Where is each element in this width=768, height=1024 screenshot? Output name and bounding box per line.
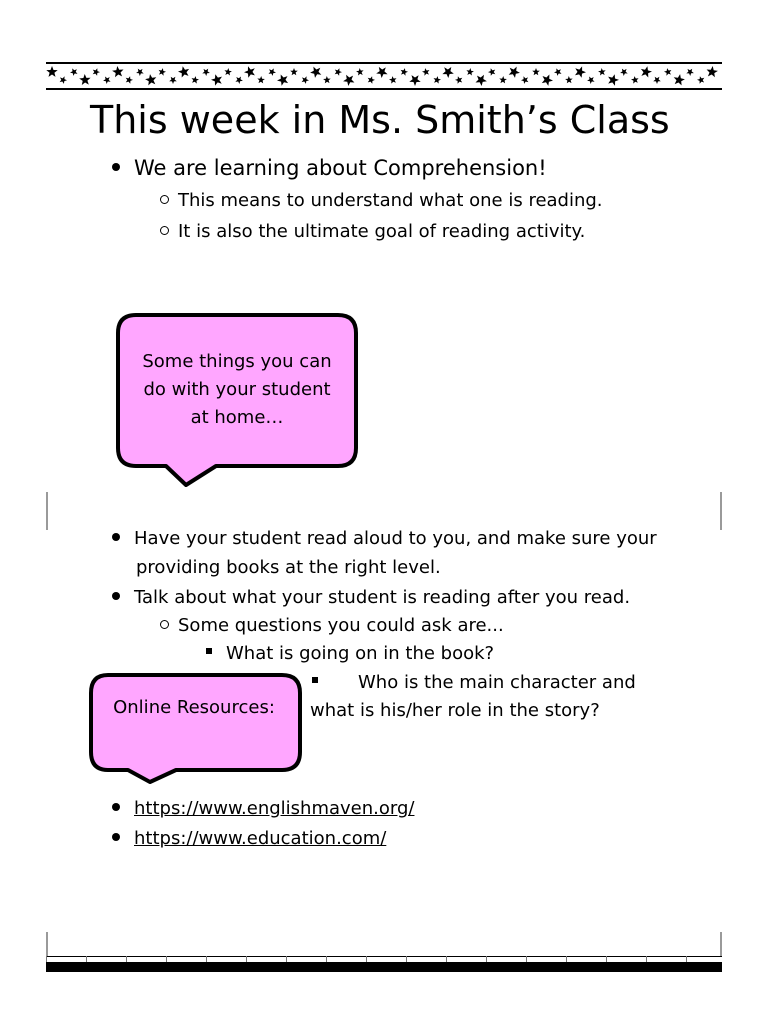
star-icon <box>290 68 298 75</box>
callout-line: at home… <box>190 407 284 428</box>
star-icon <box>192 76 200 84</box>
star-icon <box>269 68 277 76</box>
margin-mark-left <box>46 492 48 530</box>
star-icon <box>302 76 309 84</box>
square-bullet <box>206 648 212 654</box>
star-icon <box>244 66 255 78</box>
star-icon <box>112 66 123 77</box>
star-icon <box>376 67 387 78</box>
square-bullet <box>312 677 318 683</box>
star-icon <box>598 68 606 76</box>
bullet-dot <box>112 833 120 841</box>
tip-bullet-1 <box>112 528 657 549</box>
bullet-dot <box>112 533 120 541</box>
star-icon <box>389 76 397 84</box>
page-title: This week in Ms. Smith’s Class <box>90 98 670 142</box>
speech-bubble-icon <box>88 672 304 784</box>
star-icon <box>169 77 177 84</box>
margin-mark-right <box>720 492 722 530</box>
star-icon <box>409 75 420 86</box>
star-icon <box>521 76 528 84</box>
star-icon <box>422 68 429 76</box>
star-icon <box>509 67 520 78</box>
star-icon <box>499 76 507 83</box>
star-icon <box>455 76 462 84</box>
star-icon <box>126 76 133 84</box>
intro-sub-text: This means to understand what one is reading. <box>178 190 603 211</box>
star-icon <box>159 68 166 76</box>
callout-home <box>114 312 360 492</box>
star-icon <box>368 76 375 84</box>
star-icon <box>641 66 652 77</box>
star-icon <box>664 68 671 76</box>
star-icon <box>235 77 243 85</box>
star-icon <box>70 68 78 76</box>
star-icon <box>277 75 288 86</box>
intro-sub-text: It is also the ultimate goal of reading activity. <box>178 221 586 242</box>
resource-link-englishmaven[interactable]: https://www.englishmaven.org/ <box>134 798 415 819</box>
star-border-top <box>46 62 722 90</box>
star-icon <box>323 76 331 83</box>
star-icon <box>178 66 189 77</box>
star-icon <box>554 68 562 76</box>
question-text: Who is the main character and <box>358 672 636 693</box>
intro-bullet <box>112 156 547 180</box>
intro-sub-2 <box>160 221 585 242</box>
bullet-dot <box>112 163 120 171</box>
star-icon <box>442 67 453 78</box>
star-icon <box>202 69 210 76</box>
circle-bullet <box>160 226 169 235</box>
star-icon <box>257 76 265 83</box>
star-icon <box>79 74 90 85</box>
callout-online <box>88 672 304 784</box>
resource-item-1 <box>112 798 414 819</box>
tip-sub-text: Some questions you could ask are... <box>178 615 504 636</box>
bottom-border-line <box>46 956 722 957</box>
star-icon <box>46 66 57 77</box>
callout-home-text <box>122 348 352 432</box>
question-2 <box>312 672 636 693</box>
resource-link-education[interactable]: https://www.education.com/ <box>134 828 387 849</box>
star-icon <box>532 68 540 75</box>
question-2-cont: what is his/her role in the story? <box>310 700 600 721</box>
star-icon <box>93 68 100 76</box>
circle-bullet <box>160 620 169 629</box>
question-text: What is going on in the book? <box>226 643 495 664</box>
star-icon <box>476 75 487 86</box>
star-icon <box>434 76 442 84</box>
tip-text: Talk about what your student is reading after you read. <box>134 587 631 608</box>
tip-bullet-1-cont: providing books at the right level. <box>136 557 441 578</box>
question-1 <box>206 643 494 664</box>
tip-bullet-2 <box>112 587 630 608</box>
bottom-border-bar <box>46 962 722 972</box>
star-icon <box>686 69 694 76</box>
callout-line: do with your student <box>143 379 331 400</box>
star-icon <box>401 68 408 76</box>
star-icon <box>103 77 111 85</box>
star-icon <box>653 77 661 84</box>
margin-mark-right-bottom <box>720 932 722 956</box>
star-icon <box>620 69 628 76</box>
star-icon <box>211 74 222 85</box>
star-icon <box>674 74 685 85</box>
intro-sub-1 <box>160 190 603 211</box>
bullet-dot <box>112 803 120 811</box>
resource-item-2 <box>112 828 386 849</box>
star-icon <box>631 76 639 84</box>
star-icon <box>587 77 595 85</box>
star-icon <box>565 76 573 83</box>
star-icon <box>343 75 354 86</box>
star-icon <box>356 68 364 76</box>
callout-online-text: Online Resources: <box>113 697 275 718</box>
tip-text: Have your student read aloud to you, and make sure your <box>134 528 657 549</box>
star-icon <box>542 75 553 86</box>
star-icon <box>145 74 156 85</box>
star-icon <box>697 76 704 84</box>
star-icon <box>136 69 144 76</box>
margin-mark-left-bottom <box>46 932 48 956</box>
intro-bullet-text: We are learning about Comprehension! <box>134 156 547 180</box>
star-icon <box>707 66 718 77</box>
star-icon <box>60 76 67 84</box>
star-icon <box>608 74 619 85</box>
star-icon <box>575 66 586 77</box>
star-icon <box>335 68 342 76</box>
bullet-dot <box>112 592 120 600</box>
star-icon <box>466 68 474 76</box>
callout-line: Some things you can <box>142 351 332 372</box>
tip-sub <box>160 615 504 636</box>
circle-bullet <box>160 195 169 204</box>
star-icon <box>310 67 321 78</box>
star-icon <box>488 68 495 76</box>
star-icon <box>224 68 232 76</box>
